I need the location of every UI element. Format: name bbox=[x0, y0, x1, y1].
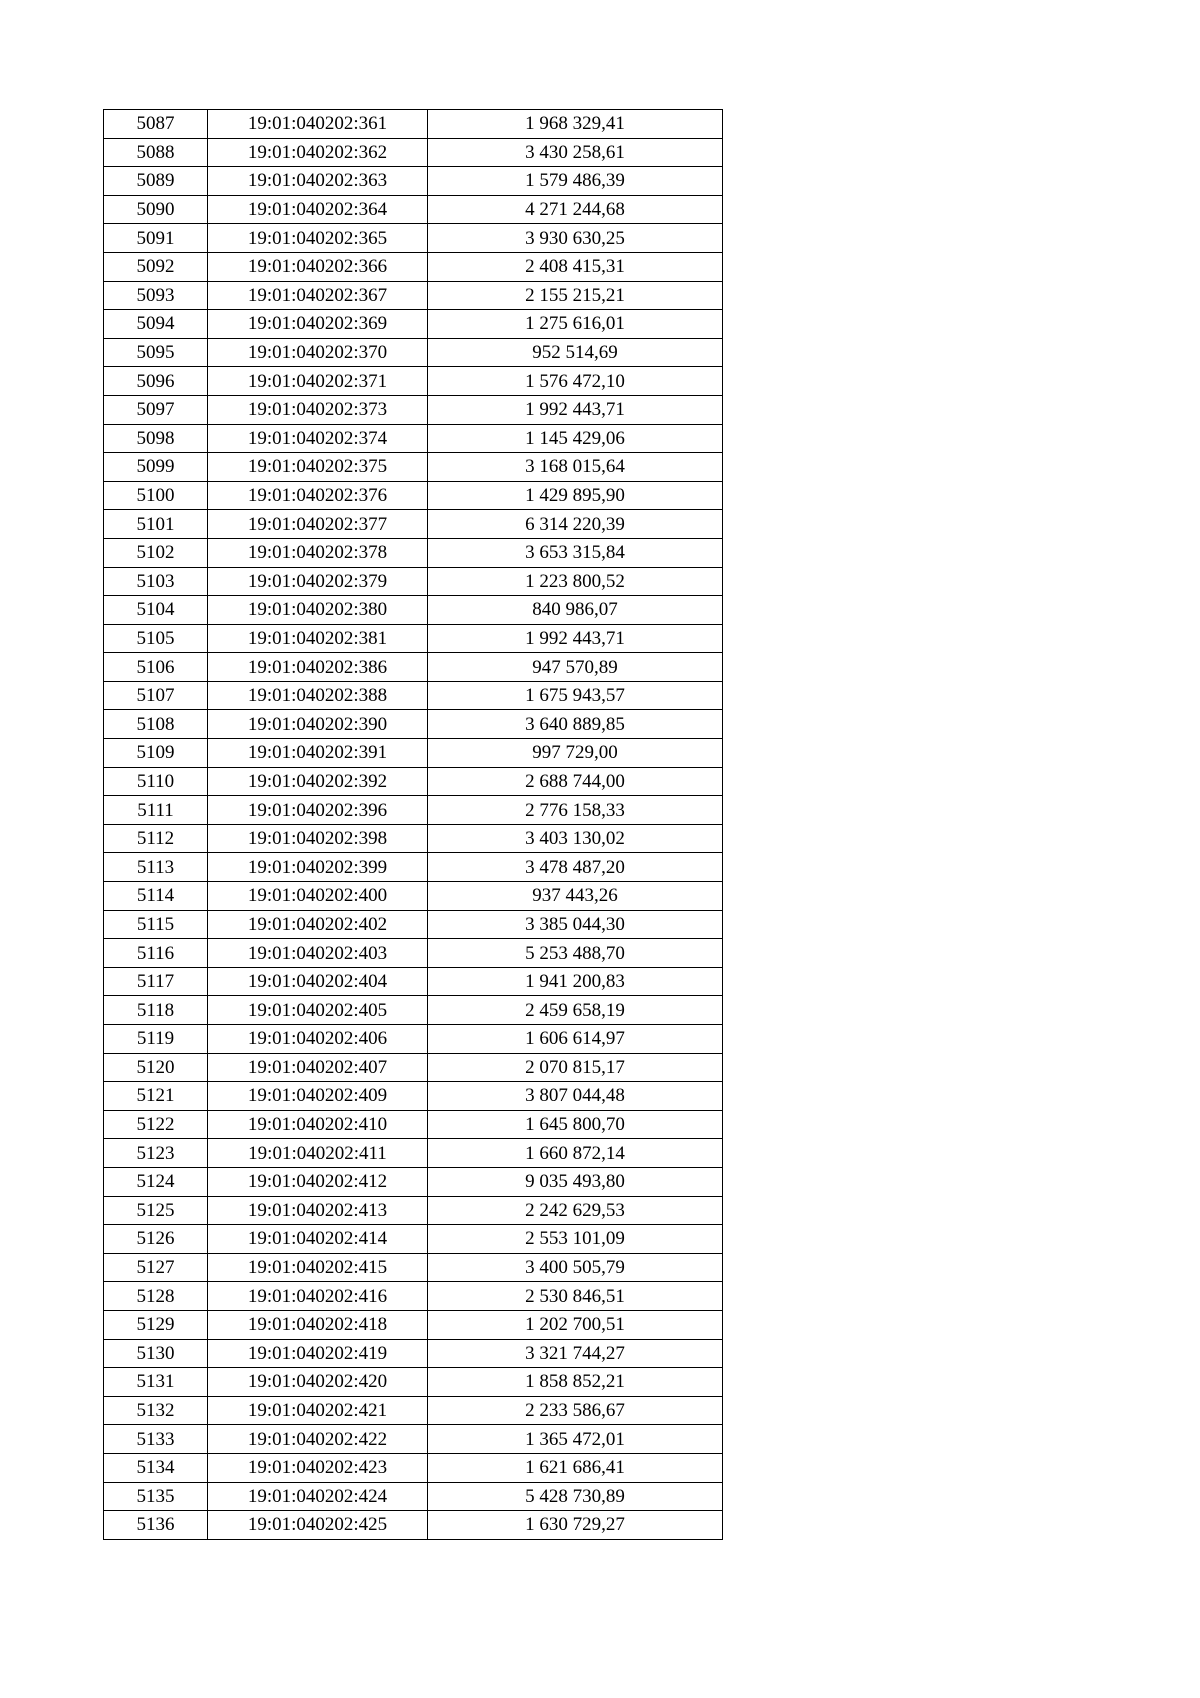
table-row bbox=[104, 1482, 723, 1511]
value-cell: 1 621 686,41 bbox=[428, 1453, 723, 1482]
cadastral-number-cell: 19:01:040202:422 bbox=[208, 1425, 428, 1454]
row-number-cell: 5117 bbox=[104, 967, 208, 996]
cadastral-number-cell: 19:01:040202:423 bbox=[208, 1453, 428, 1482]
value-cell: 4 271 244,68 bbox=[428, 195, 723, 224]
value-cell: 2 459 658,19 bbox=[428, 996, 723, 1025]
cadastral-number-cell: 19:01:040202:404 bbox=[208, 967, 428, 996]
row-number-cell: 5128 bbox=[104, 1282, 208, 1311]
cadastral-number-cell: 19:01:040202:379 bbox=[208, 567, 428, 596]
value-cell: 840 986,07 bbox=[428, 596, 723, 625]
value-cell: 1 858 852,21 bbox=[428, 1368, 723, 1397]
row-number-cell: 5106 bbox=[104, 653, 208, 682]
table-row bbox=[104, 1225, 723, 1254]
value-cell: 3 430 258,61 bbox=[428, 138, 723, 167]
row-number-cell: 5100 bbox=[104, 481, 208, 510]
table-row bbox=[104, 882, 723, 911]
cadastral-number-cell: 19:01:040202:363 bbox=[208, 167, 428, 196]
row-number-cell: 5111 bbox=[104, 796, 208, 825]
row-number-cell: 5118 bbox=[104, 996, 208, 1025]
value-cell: 3 168 015,64 bbox=[428, 453, 723, 482]
row-number-cell: 5098 bbox=[104, 424, 208, 453]
value-cell: 2 553 101,09 bbox=[428, 1225, 723, 1254]
cadastral-number-cell: 19:01:040202:409 bbox=[208, 1082, 428, 1111]
table-row bbox=[104, 1196, 723, 1225]
value-cell: 1 579 486,39 bbox=[428, 167, 723, 196]
row-number-cell: 5126 bbox=[104, 1225, 208, 1254]
value-cell: 3 640 889,85 bbox=[428, 710, 723, 739]
value-cell: 2 070 815,17 bbox=[428, 1053, 723, 1082]
cadastral-number-cell: 19:01:040202:371 bbox=[208, 367, 428, 396]
row-number-cell: 5122 bbox=[104, 1110, 208, 1139]
cadastral-number-cell: 19:01:040202:362 bbox=[208, 138, 428, 167]
row-number-cell: 5131 bbox=[104, 1368, 208, 1397]
cadastral-number-cell: 19:01:040202:380 bbox=[208, 596, 428, 625]
cadastral-number-cell: 19:01:040202:419 bbox=[208, 1339, 428, 1368]
table-row bbox=[104, 281, 723, 310]
value-cell: 1 660 872,14 bbox=[428, 1139, 723, 1168]
row-number-cell: 5113 bbox=[104, 853, 208, 882]
row-number-cell: 5120 bbox=[104, 1053, 208, 1082]
value-cell: 3 807 044,48 bbox=[428, 1082, 723, 1111]
cadastral-number-cell: 19:01:040202:399 bbox=[208, 853, 428, 882]
value-cell: 6 314 220,39 bbox=[428, 510, 723, 539]
table-row bbox=[104, 538, 723, 567]
cadastral-number-cell: 19:01:040202:413 bbox=[208, 1196, 428, 1225]
row-number-cell: 5109 bbox=[104, 739, 208, 768]
cadastral-number-cell: 19:01:040202:377 bbox=[208, 510, 428, 539]
value-cell: 1 202 700,51 bbox=[428, 1310, 723, 1339]
value-cell: 2 233 586,67 bbox=[428, 1396, 723, 1425]
cadastral-number-cell: 19:01:040202:392 bbox=[208, 767, 428, 796]
cadastral-number-cell: 19:01:040202:386 bbox=[208, 653, 428, 682]
row-number-cell: 5101 bbox=[104, 510, 208, 539]
table-row bbox=[104, 510, 723, 539]
value-cell: 952 514,69 bbox=[428, 338, 723, 367]
cadastral-number-cell: 19:01:040202:376 bbox=[208, 481, 428, 510]
value-cell: 2 776 158,33 bbox=[428, 796, 723, 825]
table-row bbox=[104, 252, 723, 281]
value-cell: 1 145 429,06 bbox=[428, 424, 723, 453]
table-row bbox=[104, 596, 723, 625]
value-cell: 1 429 895,90 bbox=[428, 481, 723, 510]
cadastral-number-cell: 19:01:040202:418 bbox=[208, 1310, 428, 1339]
table-row bbox=[104, 1396, 723, 1425]
row-number-cell: 5094 bbox=[104, 310, 208, 339]
cadastral-number-cell: 19:01:040202:405 bbox=[208, 996, 428, 1025]
value-cell: 937 443,26 bbox=[428, 882, 723, 911]
cadastral-number-cell: 19:01:040202:390 bbox=[208, 710, 428, 739]
table-row bbox=[104, 1368, 723, 1397]
value-cell: 1 992 443,71 bbox=[428, 395, 723, 424]
table-row bbox=[104, 395, 723, 424]
row-number-cell: 5105 bbox=[104, 624, 208, 653]
table-row bbox=[104, 1511, 723, 1540]
table-row bbox=[104, 1282, 723, 1311]
value-cell: 1 606 614,97 bbox=[428, 1025, 723, 1054]
table-row bbox=[104, 310, 723, 339]
row-number-cell: 5099 bbox=[104, 453, 208, 482]
value-cell: 3 478 487,20 bbox=[428, 853, 723, 882]
value-cell: 2 688 744,00 bbox=[428, 767, 723, 796]
row-number-cell: 5104 bbox=[104, 596, 208, 625]
table-row bbox=[104, 967, 723, 996]
table-row bbox=[104, 367, 723, 396]
cadastral-number-cell: 19:01:040202:374 bbox=[208, 424, 428, 453]
row-number-cell: 5121 bbox=[104, 1082, 208, 1111]
table-row bbox=[104, 481, 723, 510]
value-cell: 1 675 943,57 bbox=[428, 681, 723, 710]
row-number-cell: 5114 bbox=[104, 882, 208, 911]
value-cell: 3 930 630,25 bbox=[428, 224, 723, 253]
table-row bbox=[104, 681, 723, 710]
cadastral-number-cell: 19:01:040202:400 bbox=[208, 882, 428, 911]
value-cell: 1 365 472,01 bbox=[428, 1425, 723, 1454]
table-row bbox=[104, 1053, 723, 1082]
row-number-cell: 5096 bbox=[104, 367, 208, 396]
row-number-cell: 5115 bbox=[104, 910, 208, 939]
row-number-cell: 5130 bbox=[104, 1339, 208, 1368]
value-cell: 2 242 629,53 bbox=[428, 1196, 723, 1225]
table-row bbox=[104, 910, 723, 939]
table-row bbox=[104, 453, 723, 482]
row-number-cell: 5095 bbox=[104, 338, 208, 367]
cadastral-number-cell: 19:01:040202:373 bbox=[208, 395, 428, 424]
table-row bbox=[104, 1110, 723, 1139]
table-row bbox=[104, 338, 723, 367]
value-cell: 3 403 130,02 bbox=[428, 824, 723, 853]
cadastral-number-cell: 19:01:040202:412 bbox=[208, 1167, 428, 1196]
cadastral-number-cell: 19:01:040202:414 bbox=[208, 1225, 428, 1254]
value-cell: 5 428 730,89 bbox=[428, 1482, 723, 1511]
row-number-cell: 5097 bbox=[104, 395, 208, 424]
value-cell: 3 321 744,27 bbox=[428, 1339, 723, 1368]
table-row bbox=[104, 1425, 723, 1454]
row-number-cell: 5090 bbox=[104, 195, 208, 224]
row-number-cell: 5116 bbox=[104, 939, 208, 968]
table-row bbox=[104, 167, 723, 196]
table-row bbox=[104, 1310, 723, 1339]
value-cell: 1 941 200,83 bbox=[428, 967, 723, 996]
table-row bbox=[104, 1253, 723, 1282]
value-cell: 3 400 505,79 bbox=[428, 1253, 723, 1282]
row-number-cell: 5110 bbox=[104, 767, 208, 796]
value-cell: 3 653 315,84 bbox=[428, 538, 723, 567]
row-number-cell: 5124 bbox=[104, 1167, 208, 1196]
table-row bbox=[104, 110, 723, 139]
row-number-cell: 5092 bbox=[104, 252, 208, 281]
row-number-cell: 5125 bbox=[104, 1196, 208, 1225]
table-row bbox=[104, 195, 723, 224]
cadastral-number-cell: 19:01:040202:407 bbox=[208, 1053, 428, 1082]
row-number-cell: 5119 bbox=[104, 1025, 208, 1054]
table-row bbox=[104, 1453, 723, 1482]
cadastral-number-cell: 19:01:040202:367 bbox=[208, 281, 428, 310]
table-row bbox=[104, 824, 723, 853]
table-row bbox=[104, 624, 723, 653]
cadastral-number-cell: 19:01:040202:366 bbox=[208, 252, 428, 281]
table-row bbox=[104, 567, 723, 596]
cadastral-number-cell: 19:01:040202:411 bbox=[208, 1139, 428, 1168]
row-number-cell: 5123 bbox=[104, 1139, 208, 1168]
value-cell: 1 630 729,27 bbox=[428, 1511, 723, 1540]
cadastral-number-cell: 19:01:040202:361 bbox=[208, 110, 428, 139]
table-row bbox=[104, 996, 723, 1025]
table-row bbox=[104, 853, 723, 882]
table-row bbox=[104, 653, 723, 682]
value-cell: 2 530 846,51 bbox=[428, 1282, 723, 1311]
table-row bbox=[104, 796, 723, 825]
value-cell: 1 275 616,01 bbox=[428, 310, 723, 339]
row-number-cell: 5136 bbox=[104, 1511, 208, 1540]
row-number-cell: 5087 bbox=[104, 110, 208, 139]
row-number-cell: 5088 bbox=[104, 138, 208, 167]
cadastral-number-cell: 19:01:040202:378 bbox=[208, 538, 428, 567]
value-cell: 947 570,89 bbox=[428, 653, 723, 682]
value-cell: 1 968 329,41 bbox=[428, 110, 723, 139]
table-row bbox=[104, 710, 723, 739]
value-cell: 1 223 800,52 bbox=[428, 567, 723, 596]
cadastral-number-cell: 19:01:040202:415 bbox=[208, 1253, 428, 1282]
cadastral-number-cell: 19:01:040202:416 bbox=[208, 1282, 428, 1311]
table-row bbox=[104, 138, 723, 167]
row-number-cell: 5108 bbox=[104, 710, 208, 739]
cadastral-number-cell: 19:01:040202:396 bbox=[208, 796, 428, 825]
row-number-cell: 5091 bbox=[104, 224, 208, 253]
row-number-cell: 5103 bbox=[104, 567, 208, 596]
table-row bbox=[104, 424, 723, 453]
row-number-cell: 5133 bbox=[104, 1425, 208, 1454]
value-cell: 997 729,00 bbox=[428, 739, 723, 768]
cadastral-number-cell: 19:01:040202:364 bbox=[208, 195, 428, 224]
cadastral-number-cell: 19:01:040202:424 bbox=[208, 1482, 428, 1511]
row-number-cell: 5135 bbox=[104, 1482, 208, 1511]
table-row bbox=[104, 1025, 723, 1054]
table-row bbox=[104, 1167, 723, 1196]
row-number-cell: 5127 bbox=[104, 1253, 208, 1282]
cadastral-number-cell: 19:01:040202:369 bbox=[208, 310, 428, 339]
value-cell: 1 992 443,71 bbox=[428, 624, 723, 653]
cadastral-number-cell: 19:01:040202:381 bbox=[208, 624, 428, 653]
table-row bbox=[104, 939, 723, 968]
cadastral-number-cell: 19:01:040202:375 bbox=[208, 453, 428, 482]
table-row bbox=[104, 767, 723, 796]
cadastral-value-table bbox=[103, 109, 723, 1540]
cadastral-number-cell: 19:01:040202:425 bbox=[208, 1511, 428, 1540]
cadastral-number-cell: 19:01:040202:388 bbox=[208, 681, 428, 710]
value-cell: 1 576 472,10 bbox=[428, 367, 723, 396]
cadastral-number-cell: 19:01:040202:420 bbox=[208, 1368, 428, 1397]
cadastral-number-cell: 19:01:040202:406 bbox=[208, 1025, 428, 1054]
row-number-cell: 5134 bbox=[104, 1453, 208, 1482]
row-number-cell: 5093 bbox=[104, 281, 208, 310]
cadastral-number-cell: 19:01:040202:365 bbox=[208, 224, 428, 253]
value-cell: 2 408 415,31 bbox=[428, 252, 723, 281]
value-cell: 9 035 493,80 bbox=[428, 1167, 723, 1196]
row-number-cell: 5107 bbox=[104, 681, 208, 710]
table-row bbox=[104, 1082, 723, 1111]
row-number-cell: 5102 bbox=[104, 538, 208, 567]
cadastral-number-cell: 19:01:040202:403 bbox=[208, 939, 428, 968]
cadastral-number-cell: 19:01:040202:421 bbox=[208, 1396, 428, 1425]
row-number-cell: 5112 bbox=[104, 824, 208, 853]
row-number-cell: 5132 bbox=[104, 1396, 208, 1425]
cadastral-number-cell: 19:01:040202:398 bbox=[208, 824, 428, 853]
cadastral-number-cell: 19:01:040202:370 bbox=[208, 338, 428, 367]
row-number-cell: 5129 bbox=[104, 1310, 208, 1339]
table-body bbox=[104, 110, 723, 1540]
cadastral-number-cell: 19:01:040202:402 bbox=[208, 910, 428, 939]
table-row bbox=[104, 1139, 723, 1168]
table-row bbox=[104, 1339, 723, 1368]
value-cell: 3 385 044,30 bbox=[428, 910, 723, 939]
value-cell: 2 155 215,21 bbox=[428, 281, 723, 310]
cadastral-number-cell: 19:01:040202:410 bbox=[208, 1110, 428, 1139]
row-number-cell: 5089 bbox=[104, 167, 208, 196]
value-cell: 1 645 800,70 bbox=[428, 1110, 723, 1139]
table-row bbox=[104, 224, 723, 253]
value-cell: 5 253 488,70 bbox=[428, 939, 723, 968]
table-row bbox=[104, 739, 723, 768]
cadastral-number-cell: 19:01:040202:391 bbox=[208, 739, 428, 768]
